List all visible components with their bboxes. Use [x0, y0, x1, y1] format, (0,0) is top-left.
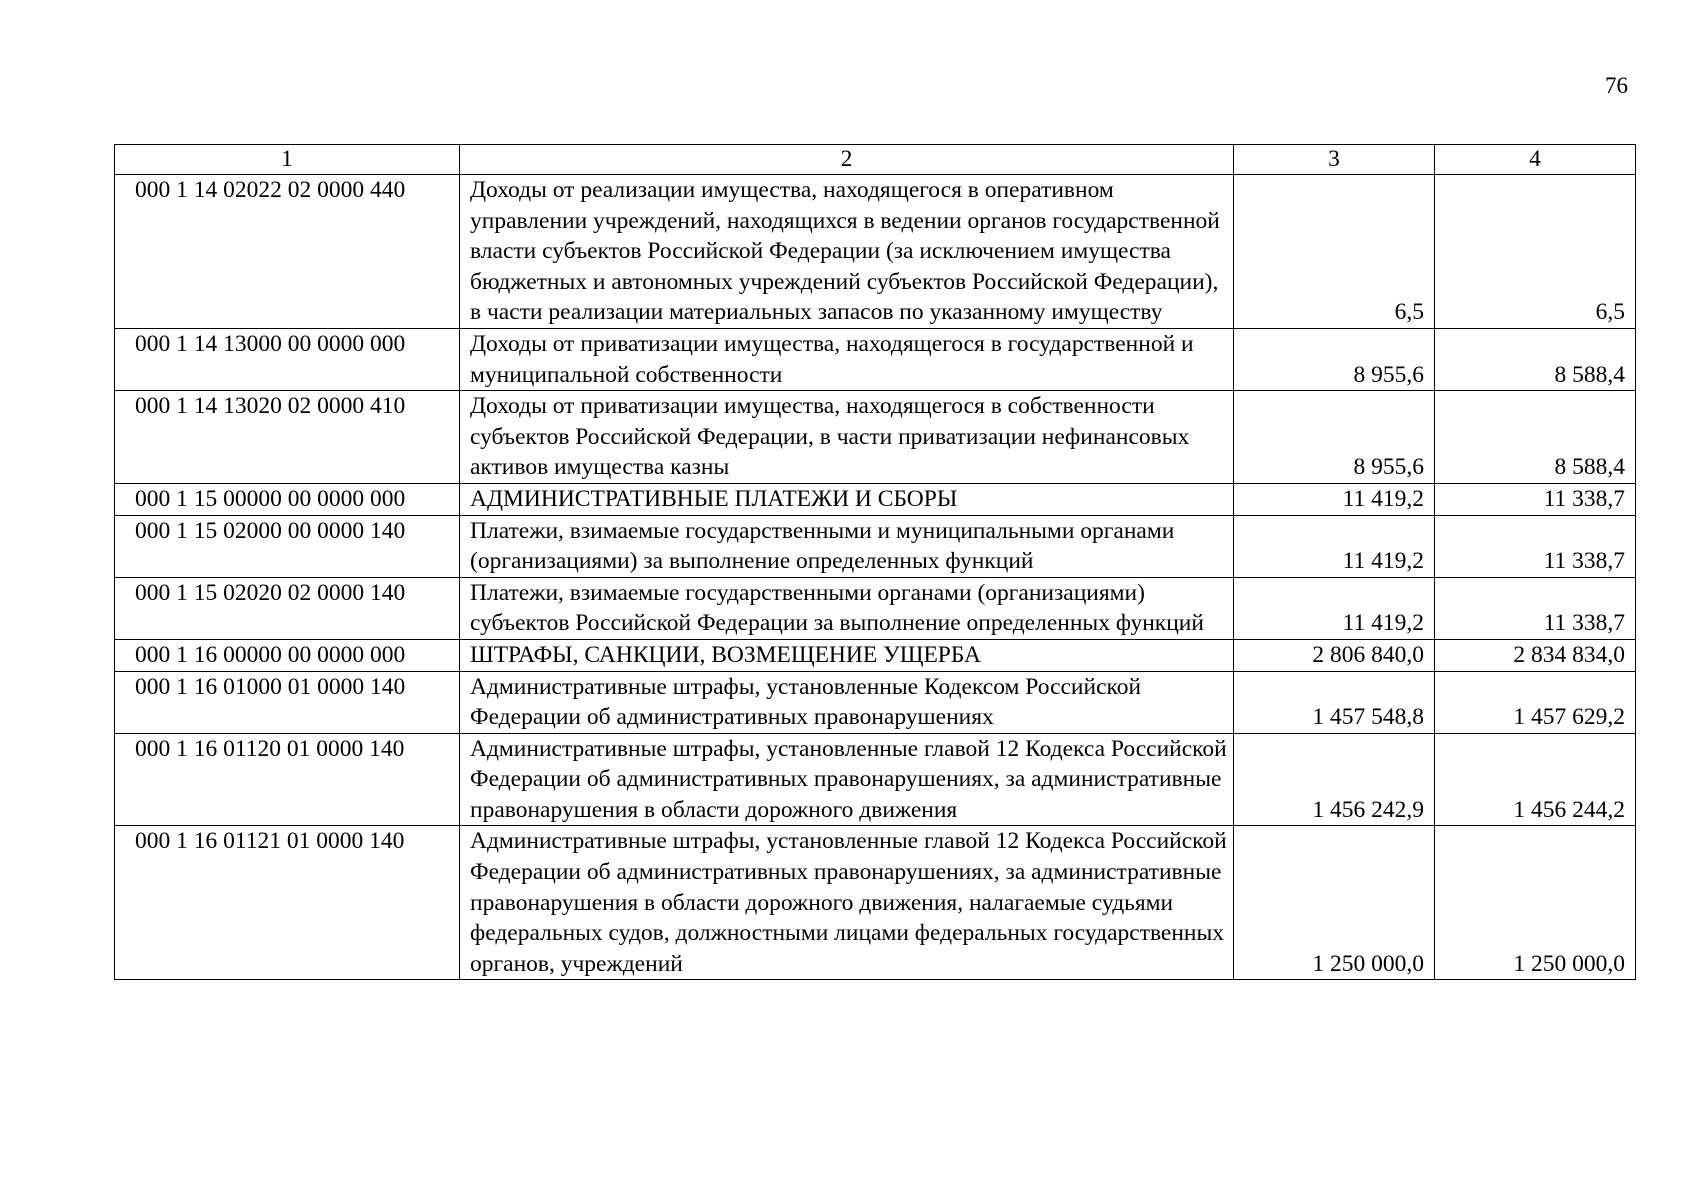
row-name: Доходы от реализации имущества, находящегося в оперативном управлении учреждений, находящихся в ведении органов государственной власти субъектов Российской Федерации (за исключением имущества бюджетных и автономных учреждений субъектов Российской Федерации), в части реализации материальных запасов по указанному имуществу [460, 175, 1234, 329]
row-value-col4: 1 456 244,2 [1435, 733, 1636, 826]
row-value-col4: 8 588,4 [1435, 328, 1636, 390]
row-code: 000 1 14 13020 02 0000 410 [115, 391, 460, 484]
budget-table [114, 144, 1636, 980]
row-value-col4: 11 338,7 [1435, 577, 1636, 639]
table-row [115, 328, 1636, 390]
row-name: АДМИНИСТРАТИВНЫЕ ПЛАТЕЖИ И СБОРЫ [460, 483, 1234, 515]
row-value-col3: 11 419,2 [1234, 483, 1435, 515]
header-cell-4: 4 [1435, 145, 1636, 175]
table-header-row [115, 145, 1636, 175]
row-code: 000 1 16 01121 01 0000 140 [115, 826, 460, 980]
row-name: Доходы от приватизации имущества, находящегося в собственности субъектов Российской Федерации, в части приватизации нефинансовых активов имущества казны [460, 391, 1234, 484]
row-code: 000 1 15 02000 00 0000 140 [115, 515, 460, 577]
row-value-col3: 8 955,6 [1234, 391, 1435, 484]
table-row [115, 483, 1636, 515]
row-name: Административные штрафы, установленные главой 12 Кодекса Российской Федерации об административных правонарушениях, за административные правонарушения в области дорожного движения, налагаемые судьями федеральных судов, должностными лицами федеральных государственных органов, учреждений [460, 826, 1234, 980]
header-cell-2: 2 [460, 145, 1234, 175]
header-cell-3: 3 [1234, 145, 1435, 175]
row-name: Административные штрафы, установленные главой 12 Кодекса Российской Федерации об административных правонарушениях, за административные правонарушения в области дорожного движения [460, 733, 1234, 826]
row-code: 000 1 15 02020 02 0000 140 [115, 577, 460, 639]
row-name: Платежи, взимаемые государственными и муниципальными органами (организациями) за выполнение определенных функций [460, 515, 1234, 577]
row-value-col4: 6,5 [1435, 175, 1636, 329]
table-row [115, 515, 1636, 577]
row-value-col4: 11 338,7 [1435, 483, 1636, 515]
row-value-col4: 8 588,4 [1435, 391, 1636, 484]
table-row [115, 639, 1636, 671]
row-value-col3: 2 806 840,0 [1234, 639, 1435, 671]
row-name: Платежи, взимаемые государственными органами (организациями) субъектов Российской Федерации за выполнение определенных функций [460, 577, 1234, 639]
row-value-col4: 2 834 834,0 [1435, 639, 1636, 671]
row-value-col4: 1 457 629,2 [1435, 671, 1636, 733]
page-number: 76 [1605, 73, 1628, 98]
row-code: 000 1 15 00000 00 0000 000 [115, 483, 460, 515]
row-value-col4: 1 250 000,0 [1435, 826, 1636, 980]
row-value-col3: 1 457 548,8 [1234, 671, 1435, 733]
row-value-col3: 6,5 [1234, 175, 1435, 329]
table-row [115, 671, 1636, 733]
row-name: ШТРАФЫ, САНКЦИИ, ВОЗМЕЩЕНИЕ УЩЕРБА [460, 639, 1234, 671]
row-name: Административные штрафы, установленные Кодексом Российской Федерации об административных правонарушениях [460, 671, 1234, 733]
row-value-col3: 1 456 242,9 [1234, 733, 1435, 826]
row-code: 000 1 16 00000 00 0000 000 [115, 639, 460, 671]
row-value-col4: 11 338,7 [1435, 515, 1636, 577]
row-value-col3: 11 419,2 [1234, 577, 1435, 639]
table-row [115, 733, 1636, 826]
row-code: 000 1 16 01000 01 0000 140 [115, 671, 460, 733]
row-name: Доходы от приватизации имущества, находящегося в государственной и муниципальной собственности [460, 328, 1234, 390]
row-code: 000 1 14 02022 02 0000 440 [115, 175, 460, 329]
header-cell-1: 1 [115, 145, 460, 175]
row-value-col3: 11 419,2 [1234, 515, 1435, 577]
row-code: 000 1 14 13000 00 0000 000 [115, 328, 460, 390]
row-value-col3: 1 250 000,0 [1234, 826, 1435, 980]
row-code: 000 1 16 01120 01 0000 140 [115, 733, 460, 826]
row-value-col3: 8 955,6 [1234, 328, 1435, 390]
table-row [115, 175, 1636, 329]
table-row [115, 391, 1636, 484]
table-row [115, 826, 1636, 980]
table-row [115, 577, 1636, 639]
